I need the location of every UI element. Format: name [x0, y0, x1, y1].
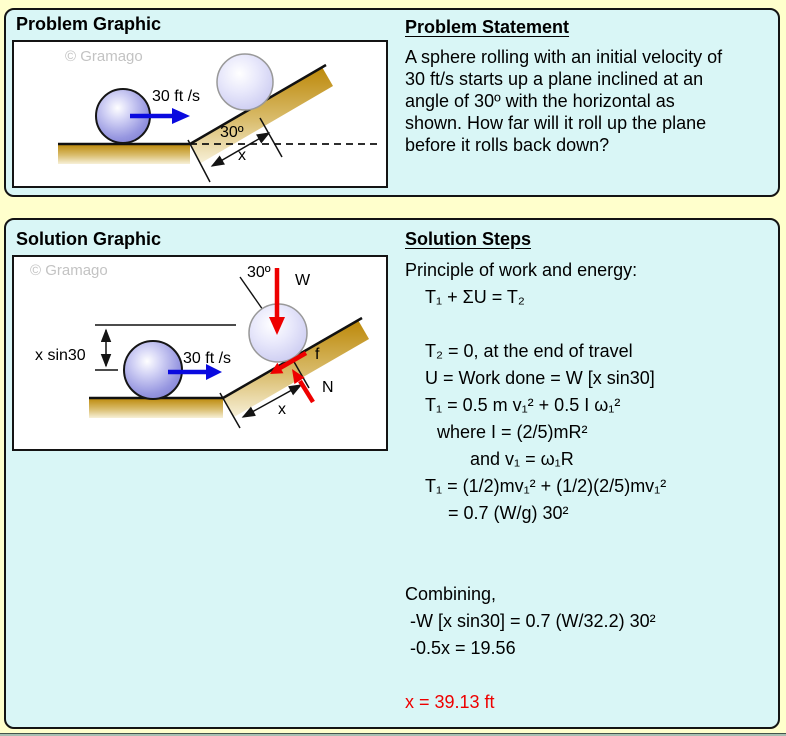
- problem-statement-title: Problem Statement: [405, 17, 570, 37]
- solution-step: Principle of work and energy:: [405, 260, 638, 280]
- velocity-label: 30 ft /s: [152, 88, 201, 105]
- solution-step: -W [x sin30] = 0.7 (W/32.2) 30²: [410, 611, 656, 631]
- solution-step: Combining,: [405, 584, 497, 604]
- statement-line: A sphere rolling with an initial velocity of: [405, 47, 723, 67]
- x-label: x: [238, 147, 246, 164]
- solution-answer: x = 39.13 ft: [405, 692, 495, 712]
- solution-step: T₁ + ΣU = T₂: [425, 287, 525, 307]
- solution-graphic-title: Solution Graphic: [16, 229, 162, 249]
- problem-diagram: [14, 42, 386, 186]
- solution-step: [405, 554, 666, 581]
- friction-label: f: [315, 346, 320, 363]
- angle-label: 30º: [220, 124, 244, 141]
- velocity-label: 30 ft /s: [183, 350, 232, 367]
- solution-step: U = Work done = W [x sin30]: [425, 368, 655, 388]
- solution-steps-title: Solution Steps: [405, 229, 531, 249]
- solution-step: where I = (2/5)mR²: [437, 422, 588, 442]
- problem-statement-text: [405, 46, 722, 156]
- solution-step: T₂ = 0, at the end of travel: [425, 341, 633, 361]
- statement-line: 30 ft/s starts up a plane inclined at an: [405, 69, 704, 89]
- solution-step: [405, 527, 666, 554]
- weight-label: W: [295, 272, 311, 289]
- velocity-arrowhead: [172, 108, 190, 124]
- ghost-sphere: [217, 54, 273, 110]
- ground-surface: [89, 398, 223, 418]
- statement-line: angle of 30º with the horizontal as: [405, 91, 675, 111]
- x-label: x: [278, 401, 286, 418]
- problem-diagram-box: [12, 40, 388, 188]
- solution-step: T₁ = 0.5 m v₁² + 0.5 I ω₁²: [425, 395, 621, 415]
- watermark: © Gramago: [30, 262, 108, 279]
- solution-step: -0.5x = 19.56: [410, 638, 516, 658]
- height-label: x sin30: [35, 347, 86, 364]
- solution-step: [405, 662, 666, 689]
- normal-label: N: [322, 379, 334, 396]
- statement-line: before it rolls back down?: [405, 135, 610, 155]
- problem-graphic-title: Problem Graphic: [16, 14, 162, 34]
- solution-steps-text: [405, 257, 666, 716]
- solution-step: = 0.7 (W/g) 30²: [448, 503, 569, 523]
- dimension-tick: [260, 118, 282, 157]
- solution-diagram: [14, 257, 386, 449]
- angle-leader-line: [240, 277, 263, 310]
- statement-line: shown. How far will it roll up the plane: [405, 113, 707, 133]
- solution-step: and v₁ = ω₁R: [470, 449, 574, 469]
- solution-diagram-box: [12, 255, 388, 451]
- solution-step: T₁ = (1/2)mv₁² + (1/2)(2/5)mv₁²: [425, 476, 667, 496]
- angle-label: 30º: [247, 264, 271, 281]
- ground-surface: [58, 144, 190, 164]
- solution-step: [405, 311, 666, 338]
- watermark: © Gramago: [65, 48, 143, 65]
